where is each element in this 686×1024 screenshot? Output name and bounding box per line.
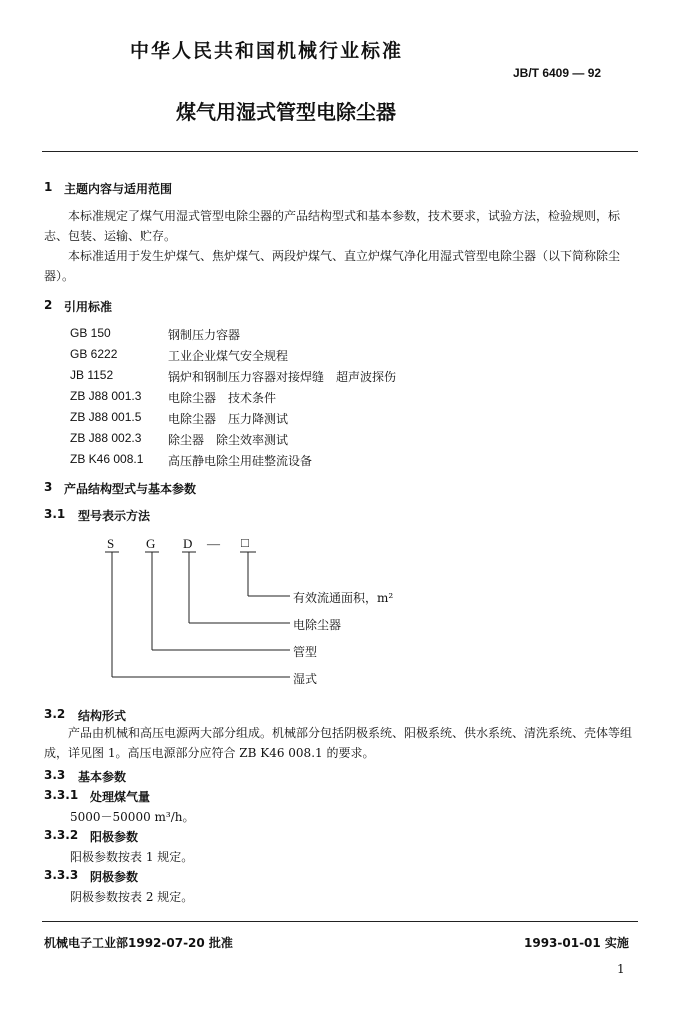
effective-date: 1993-01-01 实施 xyxy=(524,936,629,950)
section-3-3-number: 3.3 xyxy=(44,768,66,782)
model-label-tube-type: 管型 xyxy=(293,645,318,659)
section-3-2-title: 结构形式 xyxy=(78,709,127,723)
section-3-3-title: 基本参数 xyxy=(78,770,127,784)
section-3-3-1-text: 5000－50000 m³/h。 xyxy=(70,810,195,824)
standard-title: 中华人民共和国机械行业标准 xyxy=(130,40,404,62)
section-3-3-1-number: 3.3.1 xyxy=(44,788,79,802)
page-number: 1 xyxy=(617,962,625,976)
ref-title: 电除尘器 压力降测试 xyxy=(168,412,289,426)
ref-code: ZB J88 001.3 xyxy=(70,389,142,403)
ref-title: 工业企业煤气安全规程 xyxy=(168,349,289,363)
ref-title: 钢制压力容器 xyxy=(168,328,241,342)
section-3-3-3-title: 阴极参数 xyxy=(90,870,139,884)
section-3-2-paragraph: 产品由机械和高压电源两大部分组成。机械部分包括阴极系统、阳极系统、供水系统、清洗系统、壳体等组成，详见图 1。高压电源部分应符合 ZB K46 008.1 的要求。 xyxy=(44,726,633,760)
section-3-number: 3 xyxy=(44,480,53,494)
ref-code: ZB J88 002.3 xyxy=(70,431,142,445)
model-label-area: 有效流通面积，m² xyxy=(293,591,394,605)
model-dash: — xyxy=(207,536,220,551)
ref-title: 除尘器 除尘效率测试 xyxy=(168,433,289,447)
section-3-title: 产品结构型式与基本参数 xyxy=(64,482,197,496)
document-title: 煤气用湿式管型电除尘器 xyxy=(176,100,396,124)
footer-divider xyxy=(42,921,638,922)
model-letter-d: D xyxy=(183,536,193,551)
section-3-1-title: 型号表示方法 xyxy=(78,509,151,523)
section-2-title: 引用标准 xyxy=(64,300,113,314)
section-2-number: 2 xyxy=(44,298,53,312)
model-label-wet-type: 湿式 xyxy=(293,672,318,686)
ref-code: GB 150 xyxy=(70,326,111,340)
section-3-3-1-title: 处理煤气量 xyxy=(90,790,151,804)
model-placeholder-box: □ xyxy=(241,535,249,550)
standard-code: JB/T 6409 — 92 xyxy=(513,66,602,80)
section-1-number: 1 xyxy=(44,180,53,194)
model-label-precipitator: 电除尘器 xyxy=(293,618,342,632)
issue-date: 机械电子工业部1992-07-20 批准 xyxy=(44,936,233,950)
model-letter-s: S xyxy=(107,536,115,551)
ref-title: 锅炉和钢制压力容器对接焊缝 超声波探伤 xyxy=(168,370,397,384)
section-3-3-3-number: 3.3.3 xyxy=(44,868,79,882)
ref-code: ZB J88 001.5 xyxy=(70,410,142,424)
section-3-3-2-text: 阳极参数按表 1 规定。 xyxy=(70,850,194,864)
section-1-paragraph-1: 本标准规定了煤气用湿式管型电除尘器的产品结构型式和基本参数，技术要求，试验方法，检验规则，标志、包装、运输、贮存。 xyxy=(44,209,621,243)
section-3-3-3-text: 阴极参数按表 2 规定。 xyxy=(70,890,194,904)
section-3-3-2-number: 3.3.2 xyxy=(44,828,79,842)
section-1-paragraph-2: 本标准适用于发生炉煤气、焦炉煤气、两段炉煤气、直立炉煤气净化用湿式管型电除尘器（以下简称除尘器）。 xyxy=(44,249,621,283)
section-3-3-2-title: 阳极参数 xyxy=(90,830,139,844)
ref-code: ZB K46 008.1 xyxy=(70,452,144,466)
ref-code: JB 1152 xyxy=(70,368,114,382)
section-1-title: 主题内容与适用范围 xyxy=(64,182,173,196)
section-3-2-number: 3.2 xyxy=(44,707,66,721)
ref-title: 高压静电除尘用硅整流设备 xyxy=(168,454,313,468)
model-letter-g: G xyxy=(146,536,156,551)
section-3-1-number: 3.1 xyxy=(44,507,66,521)
ref-code: GB 6222 xyxy=(70,347,118,361)
ref-title: 电除尘器 技术条件 xyxy=(168,391,277,405)
